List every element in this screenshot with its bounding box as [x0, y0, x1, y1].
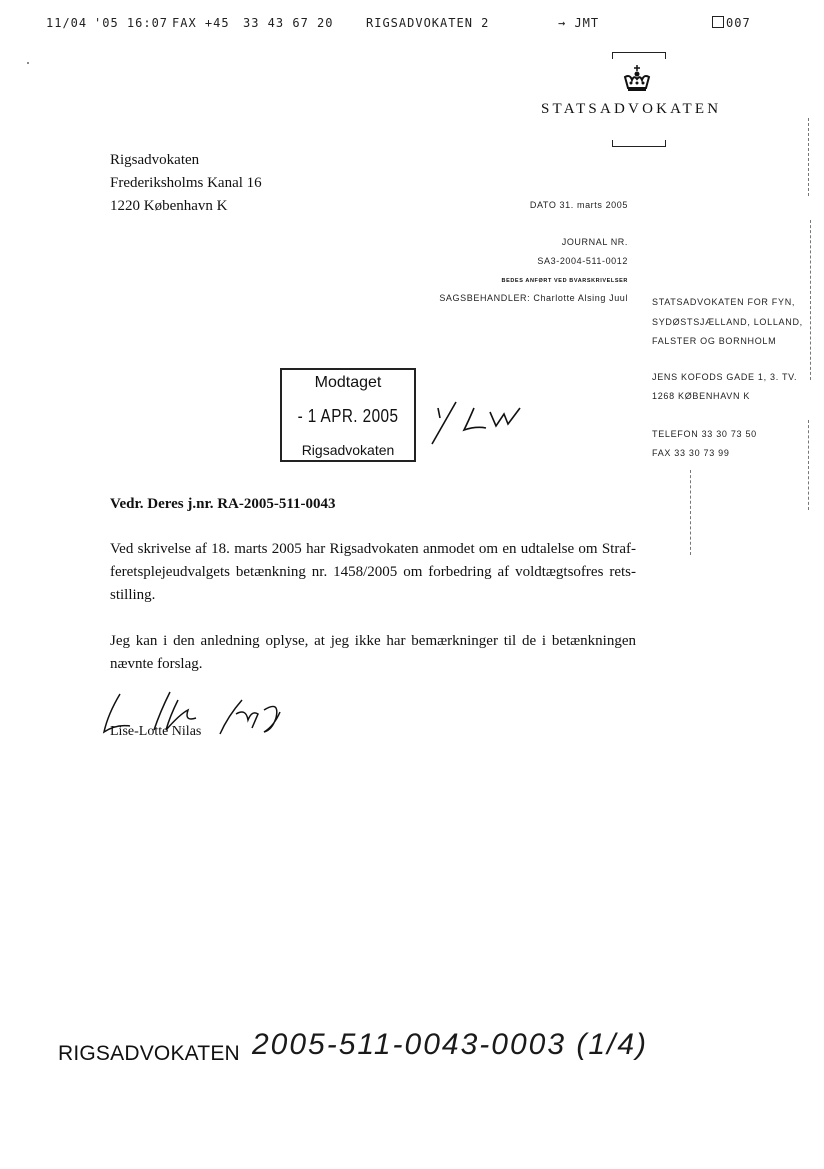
office-address1: JENS KOFODS GADE 1, 3. TV.	[652, 372, 798, 382]
margin-mark	[808, 420, 809, 510]
recipient-line1: Rigsadvokaten	[110, 152, 200, 168]
office-address2: 1268 KØBENHAVN K	[652, 391, 751, 401]
stamp-office: Rigsadvokaten	[301, 442, 395, 458]
handwritten-initials	[426, 398, 532, 448]
crown-icon	[622, 64, 652, 94]
stamp-date: - 1 APR. 2005	[297, 406, 399, 426]
margin-mark	[690, 470, 691, 555]
received-stamp	[280, 368, 416, 462]
journal-label: JOURNAL NR.	[561, 237, 628, 247]
fax-routing: → JMT	[558, 16, 600, 30]
fax-number: 33 43 67 20	[243, 16, 334, 30]
logo-bracket-bottom	[612, 140, 666, 147]
logo-bracket-top	[612, 52, 666, 59]
office-fax: FAX 33 30 73 99	[652, 448, 730, 458]
letter-date: DATO 31. marts 2005	[529, 200, 628, 210]
letter-paragraph2: Jeg kan i den anledning oplyse, at jeg ikke har bemærkninger til de i betænkningen nævnte forslag.	[110, 633, 636, 672]
office-line2: SYDØSTSJÆLLAND, LOLLAND,	[652, 317, 803, 327]
recipient-line2: Frederiksholms Kanal 16	[110, 175, 262, 191]
fax-sender: RIGSADVOKATEN 2	[366, 16, 490, 30]
fax-date: 11/04	[46, 16, 88, 30]
brand-name: STATSADVOKATEN	[541, 101, 722, 117]
fax-label: FAX +45	[172, 16, 230, 30]
margin-mark	[808, 118, 809, 196]
footer-label: RIGSADVOKATEN	[58, 1042, 240, 1065]
journal-number: SA3-2004-511-0012	[537, 256, 628, 266]
fax-time: '05 16:07	[94, 16, 169, 30]
recipient-line3: 1220 København K	[110, 198, 228, 214]
office-line1: STATSADVOKATEN FOR FYN,	[652, 297, 796, 307]
letter-paragraph1: Ved skrivelse af 18. marts 2005 har Rigsadvokaten anmodet om en udtalelse om Strafferetsplejeudvalgets betænkning nr. 1458/2005 om forbedring af voldtægtsofres retsstilling.	[110, 541, 636, 603]
journal-note: BEDES ANFØRT VED BVARSKRIVELSER	[501, 278, 628, 284]
case-handler: SAGSBEHANDLER: Charlotte Alsing Juul	[439, 293, 628, 303]
signatory-name: Lise-Lotte Nilas	[110, 724, 202, 739]
stamp-received: Modtaget	[314, 374, 382, 391]
footer-handwritten-reference: 2005-511-0043-0003 (1/4)	[252, 1028, 649, 1061]
office-phone: TELEFON 33 30 73 50	[652, 429, 757, 439]
speck	[27, 62, 29, 64]
fax-page: 007	[712, 16, 751, 30]
margin-mark	[810, 220, 811, 380]
letter-subject: Vedr. Deres j.nr. RA-2005-511-0043	[110, 496, 336, 512]
checkbox-icon	[712, 16, 724, 28]
office-line3: FALSTER OG BORNHOLM	[652, 336, 777, 346]
